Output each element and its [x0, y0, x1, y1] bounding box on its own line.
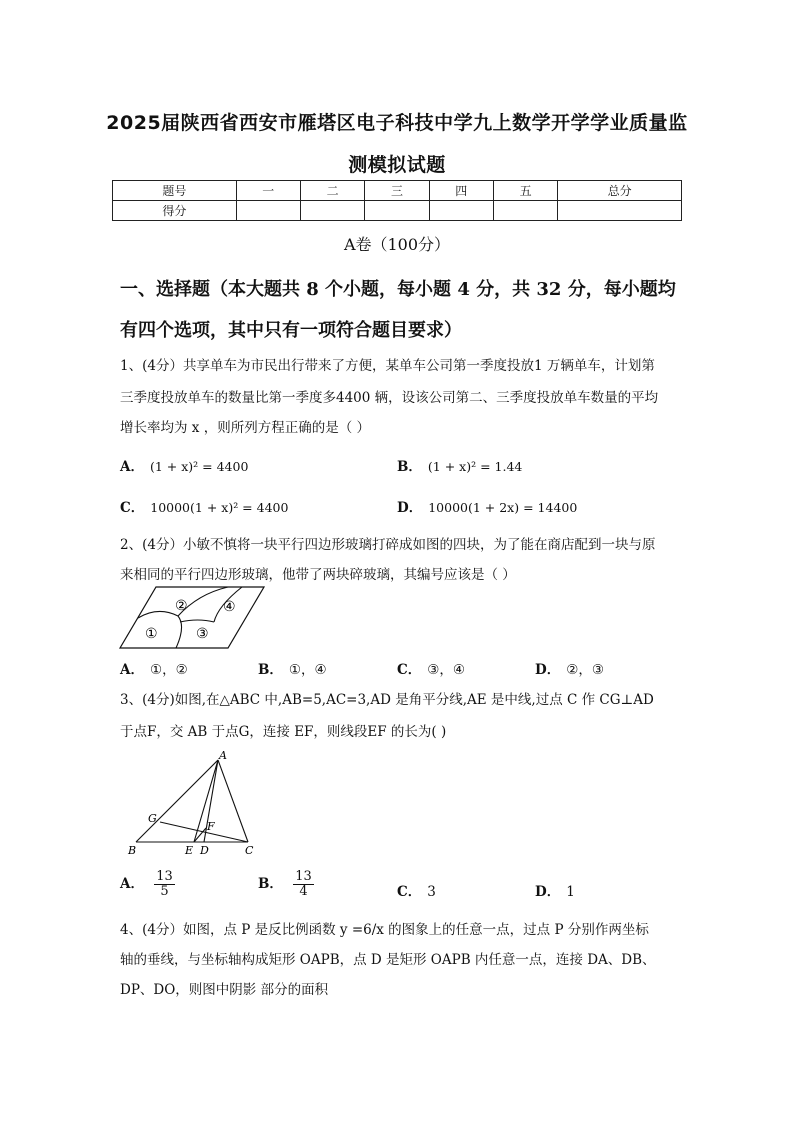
fraction	[154, 870, 175, 899]
part1-heading-line2: 有四个选项，其中只有一项符合题目要求）	[120, 320, 462, 341]
score-cell[interactable]	[558, 201, 682, 221]
fraction-numerator: 13	[156, 869, 173, 884]
score-cell[interactable]	[236, 201, 300, 221]
option-label: A．	[120, 876, 144, 892]
option-text: (1 + x)² = 1.44	[427, 459, 523, 474]
score-cell[interactable]	[365, 201, 429, 221]
option-label: D．	[397, 500, 423, 516]
piece-label-3: ③	[196, 626, 209, 642]
q1-text-line2: 三季度投放单车的数量比第一季度多4400 辆，设该公司第二、三季度投放单车数量的平均	[120, 390, 659, 406]
part1-heading-line1: 一、选择题（本大题共 8 个小题，每小题 4 分，共 32 分，每小题均	[120, 279, 676, 300]
option-label: B．	[258, 876, 283, 892]
option-text: 1	[566, 884, 575, 900]
q3-option-d[interactable]	[535, 880, 575, 900]
option-text: ③，④	[427, 662, 465, 678]
q3-text-line2: 于点F，交 AB 于点G，连接 EF，则线段EF 的长为( )	[120, 724, 447, 740]
score-header-cell: 总分	[558, 181, 682, 201]
score-table	[112, 180, 682, 221]
option-label: D．	[535, 662, 561, 678]
score-row-label: 得分	[113, 201, 237, 221]
q2-text-line1: 2、(4分）小敏不慎将一块平行四边形玻璃打碎成如图的四块，为了能在商店配到一块与原	[120, 537, 656, 553]
point-label-D: D	[200, 844, 209, 857]
q3-triangle-figure	[118, 748, 268, 860]
score-cell[interactable]	[429, 201, 493, 221]
option-label: C．	[120, 500, 145, 516]
q1-text-line3: 增长率均为 x ，则所列方程正确的是（ ）	[120, 420, 370, 436]
point-label-E: E	[185, 844, 194, 857]
q4-text-line2: 轴的垂线，与坐标轴构成矩形 OAPB，点 D 是矩形 OAPB 内任意一点，连接 DA、DB、	[120, 952, 656, 968]
option-label: C．	[397, 662, 422, 678]
q2-option-c[interactable]	[397, 658, 465, 678]
q4-text-line1: 4、(4分）如图，点 P 是反比例函数 y =6/x 的图象上的任意一点，过点 P 分别作两坐标	[120, 922, 649, 938]
crack-line	[180, 620, 214, 622]
section-a-heading: A卷（100分）	[343, 235, 451, 254]
q2-option-b[interactable]	[258, 658, 327, 678]
point-label-F: F	[207, 820, 215, 833]
q1-option-a[interactable]	[120, 455, 248, 475]
option-label: A．	[120, 459, 144, 475]
option-label: A．	[120, 662, 144, 678]
score-cell[interactable]	[493, 201, 557, 221]
q3-option-a[interactable]	[120, 870, 175, 899]
point-label-A: A	[219, 749, 227, 762]
piece-label-2: ②	[175, 598, 188, 614]
option-text: 10000(1 + x)² = 4400	[150, 500, 289, 515]
score-header-cell: 题号	[113, 181, 237, 201]
document-title-line2: 测模拟试题	[348, 154, 446, 176]
q3-text-line1: 3、(4分)如图,在△ABC 中,AB=5,AC=3,AD 是角平分线,AE 是中线,过点 C 作 CG⊥AD	[120, 692, 654, 708]
point-label-B: B	[128, 844, 137, 857]
q3-option-c[interactable]	[397, 880, 436, 900]
q1-option-d[interactable]	[397, 496, 577, 516]
q4-text-line3: DP、DO，则图中阴影 部分的面积	[120, 982, 329, 998]
score-header-cell: 五	[493, 181, 557, 201]
q1-text-line1: 1、(4分）共享单车为市民出行带来了方便，某单车公司第一季度投放1 万辆单车，计划第	[120, 358, 655, 374]
piece-label-4: ④	[223, 599, 236, 615]
segment-AC	[218, 760, 248, 842]
option-label: C．	[397, 884, 422, 900]
fraction	[293, 870, 314, 899]
q2-option-a[interactable]	[120, 658, 188, 678]
option-label: B．	[258, 662, 283, 678]
fraction-denominator: 5	[160, 884, 169, 899]
option-text: (1 + x)² = 4400	[149, 459, 249, 474]
parallelogram-outline	[120, 587, 264, 648]
q1-option-b[interactable]	[397, 455, 522, 475]
document-title-line1: 2025届陕西省西安市雁塔区电子科技中学九上数学开学学业质量监	[106, 112, 688, 134]
score-header-cell: 四	[429, 181, 493, 201]
q3-option-b[interactable]	[258, 870, 314, 899]
q2-broken-glass-figure	[118, 584, 266, 652]
q1-option-c[interactable]	[120, 496, 288, 516]
option-label: B．	[397, 459, 422, 475]
option-text: ①，②	[149, 662, 188, 678]
point-label-G: G	[148, 812, 157, 825]
fraction-numerator: 13	[295, 869, 312, 884]
score-header-cell: 一	[236, 181, 300, 201]
piece-label-1: ①	[145, 626, 158, 642]
q2-option-d[interactable]	[535, 658, 604, 678]
option-text: 10000(1 + 2x) = 14400	[428, 500, 578, 515]
point-label-C: C	[245, 844, 254, 857]
option-text: ①，④	[288, 662, 327, 678]
option-text: 3	[427, 884, 436, 900]
q2-text-line2: 来相同的平行四边形玻璃，他带了两块碎玻璃，其编号应该是（ ）	[120, 567, 516, 583]
option-text: ②，③	[566, 662, 604, 678]
option-label: D．	[535, 884, 561, 900]
score-header-cell: 二	[300, 181, 364, 201]
score-header-cell: 三	[365, 181, 429, 201]
fraction-denominator: 4	[299, 884, 308, 899]
score-table-score-row	[113, 201, 682, 221]
score-cell[interactable]	[300, 201, 364, 221]
score-table-header-row	[113, 181, 682, 201]
